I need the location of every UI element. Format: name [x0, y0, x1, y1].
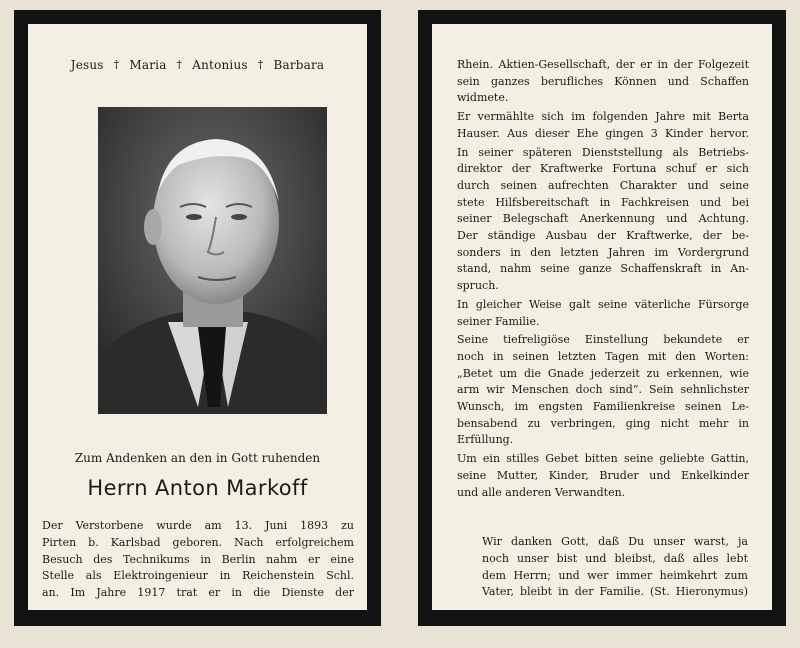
text-line: Hauser. Aus dieser Ehe gingen 3 Kinder hervor.	[457, 126, 749, 140]
text-line: In gleicher Weise galt seine väterliche Fürsorge	[457, 297, 749, 311]
text-line: direktor der Kraftwerke Fortuna schuf er sich	[457, 162, 749, 176]
saint-name: Jesus	[70, 58, 104, 72]
biography-text	[42, 518, 354, 602]
text-line: Um ein stilles Gebet bitten seine geliebte Gattin,	[457, 452, 749, 466]
paragraph	[457, 57, 749, 107]
paragraph	[457, 145, 749, 295]
text-line: dem Herrn; und wer immer heimkehrt zum	[482, 568, 748, 582]
left-card-page	[14, 10, 381, 626]
portrait-photo	[98, 107, 327, 414]
text-line: seiner Familie.	[457, 314, 540, 328]
deceased-name: Herrn Anton Markoff	[87, 476, 308, 500]
right-card-page	[418, 10, 786, 626]
portrait-illustration	[98, 107, 327, 414]
text-line: seine Mutter, Kinder, Bruder und Enkelkinder	[457, 468, 749, 482]
text-line: widmete.	[457, 91, 509, 105]
biography-continued	[457, 57, 749, 503]
saint-name: Barbara	[273, 58, 325, 72]
text-line: Vater, bleibt in der Familie. (St. Hieronymus)	[482, 585, 748, 599]
text-line: seiner Belegschaft Anerkennung und Achtung.	[457, 212, 749, 226]
closing-quote	[482, 534, 748, 601]
text-line: Wir danken Gott, daß Du unser warst, ja	[482, 535, 748, 548]
saint-name: Antonius	[192, 58, 248, 72]
text-line: spruch.	[457, 279, 499, 293]
dedication-line: Zum Andenken an den in Gott ruhenden	[74, 451, 321, 465]
left-card-inner	[28, 24, 367, 610]
text-line: noch unser bist und bleibst, daß alles lebt	[482, 551, 748, 565]
saints-header	[28, 58, 367, 72]
paragraph	[457, 332, 749, 449]
text-line: sein ganzes berufliches Können und Schaffen	[457, 74, 749, 88]
text-line: Der Verstorbene wurde am 13. Juni 1893 zu	[42, 519, 354, 532]
text-line: Er vermählte sich im folgenden Jahre mit Berta	[457, 110, 749, 124]
cross-icon: †	[113, 58, 120, 71]
text-line: Besuch des Technikums in Berlin nahm er eine	[42, 552, 354, 566]
text-line: durch seinen aufrechten Charakter und seine	[457, 178, 749, 192]
text-line: Der ständige Ausbau der Kraftwerke, der be-	[457, 229, 749, 243]
text-line: „Betet um die Gnade jederzeit zu erkennen, wie	[457, 366, 749, 380]
text-line: stete Hilfsbereitschaft in Fachkreisen und bei	[457, 195, 749, 209]
text-line: In seiner späteren Dienststellung als Betriebs-	[457, 145, 749, 159]
text-line: Rhein. Aktien-Gesellschaft, der er in der Folgezeit	[457, 58, 749, 71]
right-card-inner	[432, 24, 772, 610]
saint-name: Maria	[129, 58, 167, 72]
paragraph	[457, 109, 749, 142]
cross-icon: †	[257, 58, 264, 71]
text-line: Erfüllung.	[457, 433, 514, 447]
text-line: stand, nahm seine ganze Schaffenskraft in An-	[457, 262, 749, 276]
paragraph	[457, 451, 749, 501]
paragraph	[457, 297, 749, 330]
text-line: Wunsch, im engsten Familienkreise seinen Le-	[457, 400, 749, 414]
text-line: Stelle als Elektroingenieur in Reichenstein Schl.	[42, 569, 354, 583]
text-line: an. Im Jahre 1917 trat er in die Dienste der	[42, 586, 354, 600]
text-line: bensabend zu verbringen, ging nicht mehr in	[457, 416, 749, 430]
text-line: Seine tiefreligiöse Einstellung bekundete er	[457, 333, 749, 347]
text-line: und alle anderen Verwandten.	[457, 485, 626, 499]
text-line: noch in seinen letzten Tagen mit den Worten:	[457, 349, 749, 363]
text-line: arm wir Menschen doch sind“. Sein sehnlichster	[457, 383, 749, 397]
text-line: Pirten b. Karlsbad geboren. Nach erfolgreichem	[42, 535, 354, 549]
cross-icon: †	[176, 58, 183, 71]
text-line: sonders in den letzten Jahren im Vordergrund	[457, 245, 749, 259]
